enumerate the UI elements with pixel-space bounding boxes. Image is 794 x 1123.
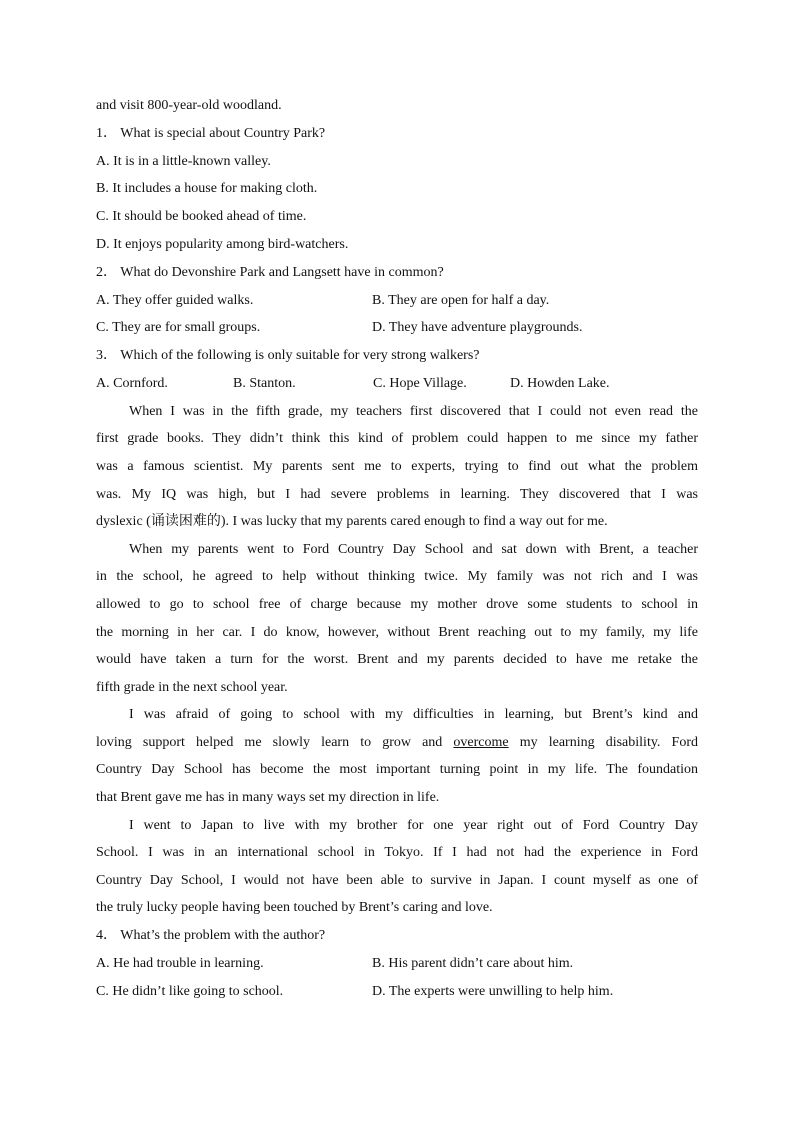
passage-paragraph-1	[96, 398, 698, 536]
option-d: D. Howden Lake.	[510, 375, 610, 391]
option-row	[96, 370, 698, 398]
passage-line: the truly lucky people having been touched by Brent’s caring and love.	[96, 900, 493, 916]
question-1	[96, 120, 698, 259]
option-d: D. They have adventure playgrounds.	[372, 320, 583, 336]
option-row	[96, 287, 698, 315]
passage-line: School. I was in an international school in Tokyo. If I had not had the experience in Ford	[96, 845, 698, 861]
passage-paragraph-4	[96, 812, 698, 922]
question-4	[96, 922, 698, 1005]
option-c: C. Hope Village.	[373, 375, 467, 391]
passage-line: was. My IQ was high, but I had severe problems in learning. They discovered that I was	[96, 486, 698, 502]
passage-line: that Brent gave me has in many ways set my direction in life.	[96, 790, 440, 806]
passage-line: first grade books. They didn’t think this kind of problem could happen to me since my father	[96, 431, 698, 447]
option-a: A. Cornford.	[96, 375, 168, 391]
option-row	[96, 978, 698, 1006]
option-b: B. They are open for half a day.	[372, 292, 550, 308]
passage-line: When I was in the fifth grade, my teachers first discovered that I could not even read the	[129, 403, 698, 419]
option-row	[96, 314, 698, 342]
passage-paragraph-3	[96, 701, 698, 811]
passage-line: Country Day School has become the most important turning point in my life. The foundation	[96, 762, 698, 778]
question-stem: 1． What is special about Country Park?	[96, 125, 326, 141]
option-b: B. It includes a house for making cloth.	[96, 181, 318, 197]
passage-paragraph-2	[96, 536, 698, 702]
passage-line: dyslexic (诵读困难的). I was lucky that my parents cared enough to find a way out for me.	[96, 514, 608, 530]
passage-line: in the school, he agreed to help without thinking twice. My family was not rich and I was	[96, 569, 698, 585]
question-stem: 3． Which of the following is only suitable for very strong walkers?	[96, 348, 480, 364]
underlined-word: overcome	[453, 734, 509, 750]
document-page	[96, 92, 698, 1005]
passage-line-with-underlined-word: loving support helped me slowly learn to grow and overcome my learning disability. Ford	[96, 734, 698, 750]
option-b: B. His parent didn’t care about him.	[372, 955, 574, 971]
option-a: A. It is in a little-known valley.	[96, 153, 271, 169]
question-2	[96, 259, 698, 342]
option-d: D. The experts were unwilling to help him.	[372, 983, 614, 999]
passage-line: I was afraid of going to school with my difficulties in learning, but Brent’s kind and	[129, 707, 698, 723]
passage-line: fifth grade in the next school year.	[96, 679, 288, 695]
passage-line: the morning in her car. I do know, however, without Brent reaching out to my family, my life	[96, 624, 698, 640]
option-a: A. He had trouble in learning.	[96, 955, 264, 971]
passage-line: allowed to go to school free of charge because my mother drove some students to school in	[96, 596, 698, 612]
question-stem: 2． What do Devonshire Park and Langsett have in common?	[96, 264, 444, 280]
option-c: C. He didn’t like going to school.	[96, 983, 284, 999]
option-b: B. Stanton.	[233, 375, 296, 391]
option-d: D. It enjoys popularity among bird-watchers.	[96, 236, 349, 252]
passage-line: Country Day School, I would not have been able to survive in Japan. I count myself as one of	[96, 872, 698, 888]
option-c: C. They are for small groups.	[96, 320, 261, 336]
question-stem: 4． What’s the problem with the author?	[96, 928, 326, 944]
passage-line: When my parents went to Ford Country Day School and sat down with Brent, a teacher	[129, 541, 698, 557]
passage-line: I went to Japan to live with my brother for one year right out of Ford Country Day	[129, 817, 698, 833]
option-row	[96, 950, 698, 978]
passage-line: was a famous scientist. My parents sent me to experts, trying to find out what the problem	[96, 458, 698, 474]
option-a: A. They offer guided walks.	[96, 292, 254, 308]
intro-tail: and visit 800-year-old woodland.	[96, 98, 282, 113]
passage-line: would have taken a turn for the worst. Brent and my parents decided to have me retake the	[96, 652, 698, 668]
option-c: C. It should be booked ahead of time.	[96, 209, 307, 225]
question-3	[96, 342, 698, 398]
